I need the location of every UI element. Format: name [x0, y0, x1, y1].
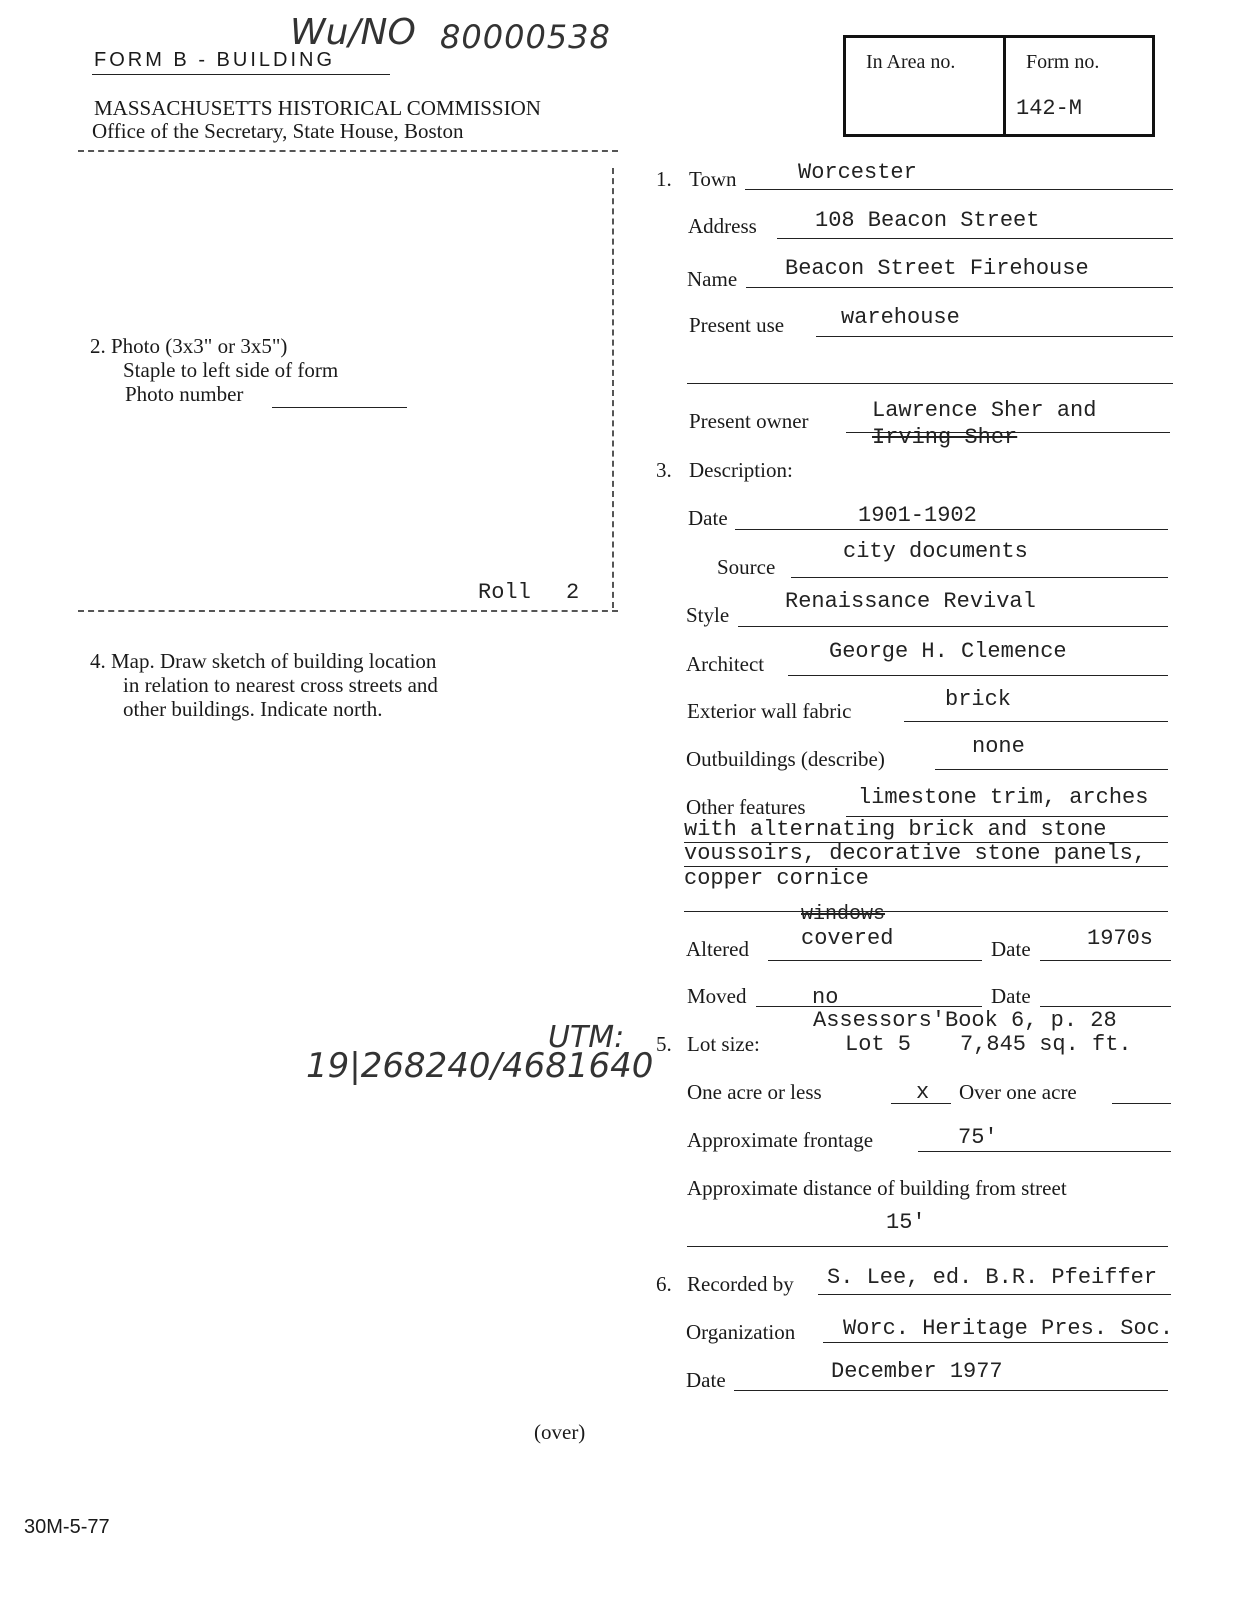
- lot-square-feet: 7,845 sq. ft.: [960, 1032, 1132, 1057]
- map-instruction-line3: other buildings. Indicate north.: [123, 697, 383, 721]
- photo-area-top-border: [78, 150, 618, 162]
- architect-label: Architect: [686, 652, 765, 676]
- photo-instruction: 2. Photo (3x3" or 3x5"): [90, 334, 288, 358]
- recorded-date-label: Date: [686, 1368, 726, 1392]
- architect-value: George H. Clemence: [829, 639, 1067, 664]
- over-one-acre-label: Over one acre: [959, 1080, 1077, 1104]
- moved-date-label: Date: [991, 984, 1031, 1008]
- altered-date-label: Date: [991, 937, 1031, 961]
- other-features-label: Other features: [686, 795, 806, 819]
- town-number: 1.: [656, 167, 672, 191]
- photo-area-right-border: [612, 168, 614, 608]
- style-value: Renaissance Revival: [785, 589, 1036, 614]
- date-value: 1901-1902: [858, 503, 977, 528]
- description-label: Description:: [689, 458, 793, 482]
- recorded-date-value: December 1977: [831, 1359, 1003, 1384]
- altered-date-value: 1970s: [1087, 926, 1154, 951]
- form-number: 142-M: [1016, 96, 1083, 121]
- commission-name: MASSACHUSETTS HISTORICAL COMMISSION: [94, 96, 541, 120]
- altered-label: Altered: [686, 937, 749, 961]
- town-line: [745, 189, 1173, 190]
- utm-coordinates: 19|268240/4681640: [306, 1046, 654, 1086]
- address-value: 108 Beacon Street: [815, 208, 1040, 233]
- acre-or-less-mark: x: [916, 1080, 930, 1105]
- style-label: Style: [686, 603, 730, 627]
- altered-line: [768, 960, 982, 961]
- form-code: 30M-5-77: [24, 1516, 110, 1538]
- recorded-date-line: [734, 1390, 1168, 1391]
- wall-fabric-label: Exterior wall fabric: [687, 699, 852, 723]
- moved-label: Moved: [687, 984, 747, 1008]
- form-title: FORM B - BUILDING: [94, 49, 336, 71]
- over-one-acre-line: [1112, 1103, 1171, 1104]
- frontage-line: [918, 1151, 1171, 1152]
- acre-or-less-label: One acre or less: [687, 1080, 822, 1104]
- present-use-extra-line: [687, 383, 1173, 384]
- distance-line: [687, 1246, 1168, 1247]
- area-form-box: [843, 35, 1155, 137]
- architect-line: [788, 675, 1168, 676]
- present-owner-label: Present owner: [689, 409, 809, 433]
- assessors-reference: Assessors'Book 6, p. 28: [813, 1008, 1117, 1033]
- frontage-value: 75': [958, 1125, 998, 1150]
- other-features-line4: [684, 911, 1168, 912]
- address-label: Address: [688, 214, 757, 238]
- present-use-line: [816, 336, 1173, 337]
- present-use-label: Present use: [689, 313, 785, 337]
- box-divider: [1003, 38, 1006, 134]
- recorded-by-label: Recorded by: [687, 1272, 794, 1296]
- handwritten-reference-number: 80000538: [440, 18, 611, 56]
- source-value: city documents: [843, 539, 1028, 564]
- photo-number-label: Photo number: [125, 382, 244, 406]
- utm-label: UTM:: [548, 1020, 625, 1055]
- frontage-label: Approximate frontage: [687, 1128, 874, 1152]
- over-note: (over): [534, 1420, 586, 1444]
- form-label: Form no.: [1026, 51, 1100, 73]
- other-features-value-line4: copper cornice: [684, 866, 869, 891]
- name-value: Beacon Street Firehouse: [785, 256, 1089, 281]
- style-line: [738, 626, 1168, 627]
- recorded-by-number: 6.: [656, 1272, 672, 1296]
- roll-label: Roll: [478, 580, 531, 605]
- organization-line: [823, 1342, 1168, 1343]
- present-owner-line: [846, 432, 1170, 433]
- lot-number: Lot 5: [845, 1032, 912, 1057]
- organization-label: Organization: [686, 1320, 796, 1344]
- lot-size-number: 5.: [656, 1032, 672, 1056]
- title-underline: [92, 74, 390, 75]
- map-instruction-line2: in relation to nearest cross streets and: [123, 673, 438, 697]
- other-features-value-line3: voussoirs, decorative stone panels,: [684, 841, 1147, 866]
- date-line: [735, 529, 1168, 530]
- moved-value: no: [812, 985, 839, 1010]
- organization-value: Worc. Heritage Pres. Soc.: [843, 1316, 1174, 1341]
- area-label: In Area no.: [866, 51, 956, 73]
- distance-label: Approximate distance of building from street: [687, 1176, 1067, 1200]
- moved-line: [756, 1006, 982, 1007]
- present-owner-value: Lawrence Sher and: [872, 398, 1097, 423]
- name-label: Name: [687, 267, 738, 291]
- altered-value: covered: [801, 926, 894, 951]
- handwritten-note: Wu/NO: [290, 12, 416, 53]
- outbuildings-value: none: [972, 734, 1025, 759]
- outbuildings-label: Outbuildings (describe): [686, 747, 885, 771]
- altered-date-line: [1040, 960, 1171, 961]
- source-label: Source: [717, 555, 776, 579]
- photo-area-bottom-border: [78, 610, 618, 622]
- altered-value-struck: windows: [801, 903, 886, 926]
- outbuildings-line: [935, 769, 1168, 770]
- lot-size-label: Lot size:: [687, 1032, 760, 1056]
- present-use-value: warehouse: [841, 305, 960, 330]
- town-label: Town: [689, 167, 737, 191]
- acre-or-less-line: [891, 1103, 951, 1104]
- wall-fabric-value: brick: [945, 687, 1012, 712]
- source-line: [791, 577, 1168, 578]
- date-label: Date: [688, 506, 728, 530]
- moved-date-line: [1040, 1006, 1171, 1007]
- map-instruction: 4. Map. Draw sketch of building location: [90, 649, 437, 673]
- roll-number: 2: [566, 580, 580, 605]
- wall-fabric-line: [904, 721, 1168, 722]
- other-features-value: limestone trim, arches: [858, 785, 1149, 810]
- distance-value: 15': [886, 1210, 926, 1235]
- present-owner-value-line2: Irving Sher: [872, 425, 1018, 450]
- address-line: [777, 238, 1173, 239]
- description-number: 3.: [656, 458, 672, 482]
- recorded-by-value: S. Lee, ed. B.R. Pfeiffer: [827, 1265, 1158, 1290]
- town-value: Worcester: [798, 160, 917, 185]
- photo-number-line: [272, 407, 407, 408]
- photo-staple-note: Staple to left side of form: [123, 358, 339, 382]
- recorded-by-line: [818, 1294, 1171, 1295]
- office-address: Office of the Secretary, State House, Boston: [92, 119, 464, 143]
- other-features-value-line2: with alternating brick and stone: [684, 817, 1107, 842]
- name-line: [746, 287, 1173, 288]
